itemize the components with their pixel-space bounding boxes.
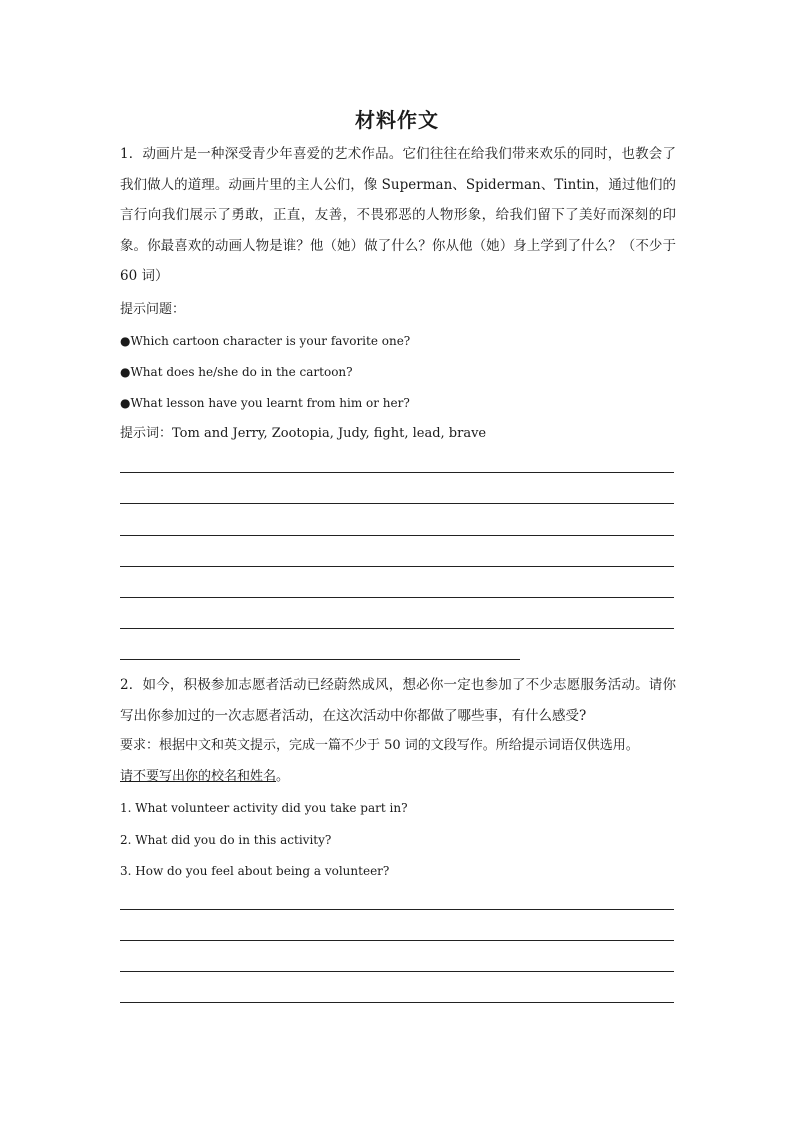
page-title: 材料作文	[355, 108, 439, 132]
answer-line[interactable]	[120, 1002, 674, 1003]
answer-line[interactable]	[120, 940, 674, 941]
answer-line[interactable]	[120, 909, 674, 910]
answer-line-last[interactable]	[120, 659, 520, 660]
answer-line[interactable]	[120, 566, 674, 567]
question-1-prompt: 1．动画片是一种深受青少年喜爱的艺术作品。它们往往在给我们带来欢乐的同时，也教会了我们做人的道理。动画片里的主人公们，像 Superman、Spiderman、Tintin，通过他们的言行向我们展示了勇敢，正直，友善，不畏邪恶的人物形象，给我们留下了美好而深刻的印象。你最喜欢的动画人物是谁？他（她）做了什么？你从他（她）身上学到了什么？（不少于 60 词）	[120, 146, 676, 284]
answer-line[interactable]	[120, 628, 674, 629]
requirement-note	[120, 767, 289, 787]
requirement-text	[120, 736, 639, 756]
answer-line[interactable]	[120, 503, 674, 504]
hint-question-2: ●What does he/she do in the cartoon?	[120, 365, 353, 379]
hint-title: 提示问题：	[120, 302, 186, 317]
guide-question-3: 3. How do you feel about being a volunteer?	[120, 864, 390, 878]
answer-line[interactable]	[120, 971, 674, 972]
requirement-end: 。	[276, 769, 290, 784]
guide-question-2: 2. What did you do in this activity?	[120, 833, 332, 847]
hint-question-1: ●Which cartoon character is your favorite one?	[120, 334, 411, 348]
requirement-underlined: 请不要写出你的校名和姓名	[120, 769, 277, 784]
requirement-main: 要求：根据中文和英文提示，完成一篇不少于 50 词的文段写作。所给提示词语仅供选用。	[120, 738, 639, 753]
hint-words: 提示词：Tom and Jerry, Zootopia, Judy, fight, lead, brave	[120, 426, 487, 441]
hint-question-3: ●What lesson have you learnt from him or her?	[120, 396, 410, 410]
question-2-prompt: 2．如今，积极参加志愿者活动已经蔚然成风，想必你一定也参加了不少志愿服务活动。请你写出你参加过的一次志愿者活动，在这次活动中你都做了哪些事，有什么感受?	[120, 677, 676, 724]
answer-line[interactable]	[120, 472, 674, 473]
guide-question-1: 1. What volunteer activity did you take part in?	[120, 801, 408, 815]
answer-line[interactable]	[120, 535, 674, 536]
answer-line[interactable]	[120, 597, 674, 598]
